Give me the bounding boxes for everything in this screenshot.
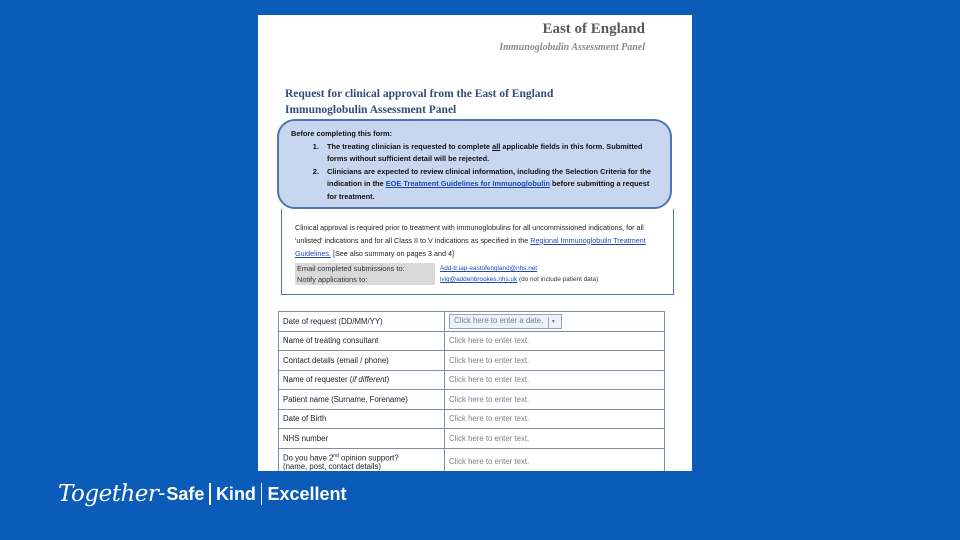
together-wordmark: Together xyxy=(58,481,159,507)
field-label: Name of requester (if different) xyxy=(279,370,445,390)
table-row xyxy=(279,331,665,351)
footer-slogan xyxy=(58,481,346,507)
instructions-lead: Before completing this form: xyxy=(291,129,393,138)
instructions-box xyxy=(277,119,672,209)
consultant-name-field[interactable]: Click here to enter text. xyxy=(445,331,665,351)
value-kind: Kind xyxy=(215,483,256,504)
field-label: Do you have 2nd opinion support? (name, post, contact details) xyxy=(279,448,445,471)
email-label: Email completed submissions to: xyxy=(295,263,435,274)
divider xyxy=(261,483,263,505)
request-title: Request for clinical approval from the East of England Immunoglobulin Assessment Panel xyxy=(285,88,554,116)
table-row xyxy=(279,312,665,332)
email-link[interactable]: Add-tr.iap-eastofengland@nhs.net xyxy=(440,265,538,273)
notify-email-link[interactable]: ivig@addenbrookes.nhs.uk xyxy=(440,276,518,284)
header-subtitle: Immunoglobulin Assessment Panel xyxy=(499,42,645,53)
requester-name-field[interactable]: Click here to enter text. xyxy=(445,370,665,390)
field-label: Date of Birth xyxy=(279,409,445,429)
form-document xyxy=(258,15,692,471)
contact-details-field[interactable]: Click here to enter text. xyxy=(445,351,665,371)
table-row xyxy=(279,429,665,449)
request-form-table xyxy=(278,311,665,471)
field-label: Name of treating consultant xyxy=(279,331,445,351)
approval-text: Clinical approval is required prior to treatment with immunoglobulins for all uncommissioned indications, for all 'unlisted' indications and for all Class II to V indications as specified in the Regional Immunoglobulin Treatment Guidelines. [See also summary on pages 3 and 4] xyxy=(295,223,646,258)
dropdown-arrow-icon[interactable]: ▾ xyxy=(548,317,557,328)
notify-note: (do not include patient data) xyxy=(517,276,599,284)
table-row xyxy=(279,409,665,429)
slogan-dash: - xyxy=(158,482,166,505)
instructions-list xyxy=(291,141,660,204)
value-safe: Safe xyxy=(166,483,205,504)
date-of-birth-field[interactable]: Click here to enter text. xyxy=(445,409,665,429)
divider xyxy=(209,483,211,505)
regional-guidelines-link[interactable]: Regional Immunoglobulin Treatment Guidelines. xyxy=(295,235,646,258)
table-row xyxy=(279,370,665,390)
notify-row xyxy=(295,274,665,285)
table-row xyxy=(279,448,665,471)
field-label: Patient name (Surname, Forename) xyxy=(279,390,445,410)
field-label: NHS number xyxy=(279,429,445,449)
field-label: Contact details (email / phone) xyxy=(279,351,445,371)
second-opinion-field[interactable]: Click here to enter text. xyxy=(445,448,665,471)
email-row xyxy=(295,263,665,274)
eoe-guidelines-link[interactable]: EOE Treatment Guidelines for Immunoglobulin xyxy=(385,179,550,189)
value-excellent: Excellent xyxy=(267,483,347,504)
field-label: Date of request (DD/MM/YY) xyxy=(279,312,445,332)
table-row xyxy=(279,351,665,371)
header-title: East of England xyxy=(542,21,645,37)
instruction-item-1: 1. The treating clinician is requested to complete all applicable fields in this form. Submitted forms without sufficient detail will be rejected. xyxy=(321,141,660,166)
nhs-number-field[interactable]: Click here to enter text. xyxy=(445,429,665,449)
instruction-item-2: 2. Clinicians are expected to review clinical information, including the Selection Criteria for the indication in the EOE Treatment Guidelines for Immunoglobulin before submitting a request for treatment. xyxy=(321,166,660,204)
notify-label: Notify applications to: xyxy=(295,274,435,285)
patient-name-field[interactable]: Click here to enter text. xyxy=(445,390,665,410)
table-row xyxy=(279,390,665,410)
date-picker[interactable]: Click here to enter a date. ▾ xyxy=(449,314,562,329)
approval-notice xyxy=(281,209,674,295)
